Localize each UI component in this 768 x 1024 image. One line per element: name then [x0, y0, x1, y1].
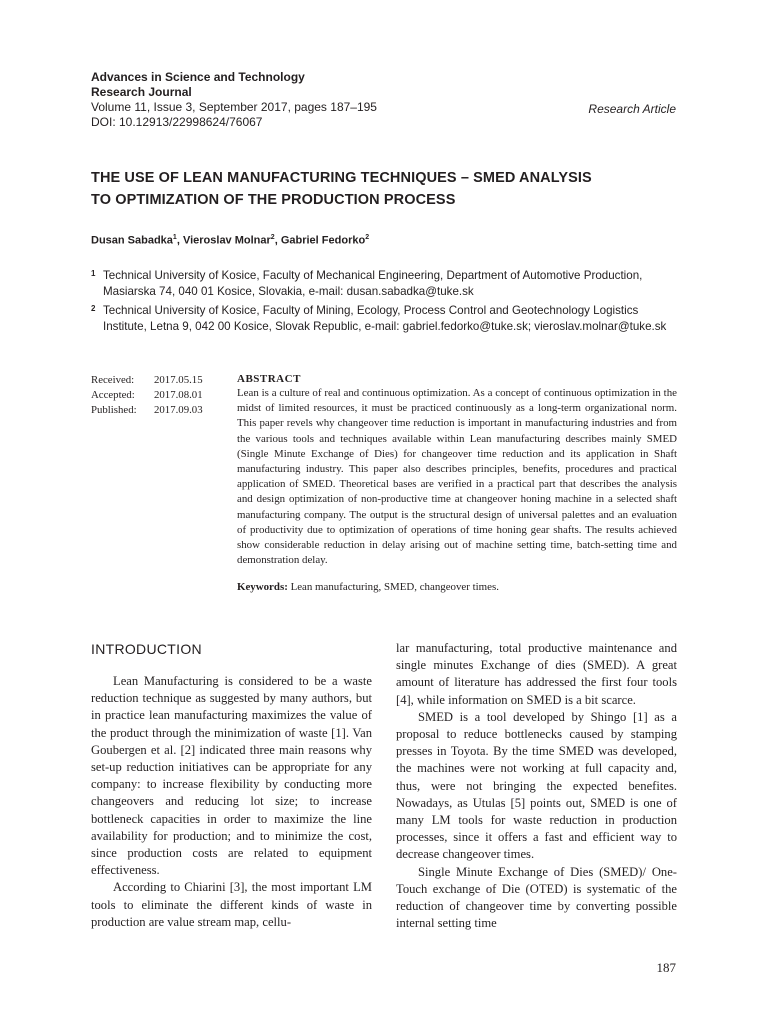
author-list: Dusan Sabadka$^1$, Vieroslav Molnar$^2$, Gabriel Fedorko$^2$ [91, 234, 370, 247]
affiliation [91, 303, 681, 335]
journal-volume: Volume 11, Issue 3, September 2017, pages 187–195 [91, 100, 377, 114]
date-value: 2017.09.03 [154, 404, 203, 416]
body-column-right [396, 640, 677, 932]
section-heading-introduction: INTRODUCTION [91, 641, 202, 657]
body-paragraph: lar manufacturing, total productive maintenance and single minutes Exchange of dies (SMED). A great amount of literature has addressed the first four tools [4], while information on SMED is a bit scarce. [396, 641, 677, 707]
journal-doi: DOI: 10.12913/22998624/76067 [91, 115, 263, 129]
abstract [237, 372, 677, 596]
author-name: Dusan Sabadka [91, 234, 173, 247]
affiliations [91, 268, 681, 338]
journal-name-line2: Research Journal [91, 85, 192, 99]
body-paragraph: SMED is a tool developed by Shingo [1] as a proposal to reduce bottlenecks caused by stamping presses in Toyota. By the time SMED was developed, the machines were not working at full capacity and, thus, were not bringing the expected benefites. Nowadays, as Utulas [5] points out, SMED is one of many LM tools for waste reduction in production processes, since it offers a fast and efficient way to decrease changeover times. [396, 709, 677, 862]
date-row [91, 373, 203, 388]
author-name: Vieroslav Molnar [182, 234, 271, 247]
body-column-left [91, 640, 372, 931]
author-aff-mark: 1 [172, 234, 177, 241]
article-dates [91, 373, 203, 418]
article-type: Research Article [588, 102, 676, 116]
author-name: Gabriel Fedorko [280, 234, 366, 247]
abstract-text: Lean is a culture of real and continuous optimization. As a concept of continuous optimization in the midst of limited resources, it must be practiced continuously as a long-term organizational norm. This paper revels why changeover time reduction is important in manufacturing industries and from the various tools and techniques available within Lean manufacturing describes mainly SMED (Single Minute Exchange of Dies) for changeover time reduction and its application in Shaft manufacturing industry. This paper also describes principles, benefits, procedures and practical application of SMED. Theoretical bases are verified in a practical part that describes the analysis and design optimization of non-productive time at changeover honing machine in a selected shaft manufacturing company. The output is the structural design of universal palettes and an evaluation of productivity due to optimization of operations of time honing gear shafts. The results achieved show considerable reduction in delay arising out of machine setting time, batch-setting time and demonstration delay. [237, 387, 677, 567]
title-line1: THE USE OF LEAN MANUFACTURING TECHNIQUES – SMED ANALYSIS [91, 170, 592, 186]
date-label: Received: [91, 374, 135, 386]
date-row [91, 403, 203, 418]
affiliation-text: Technical University of Kosice, Faculty of Mechanical Engineering, Department of Automotive Production, Masiarska 74, 040 01 Kosice, Slovakia, e-mail: dusan.sabadka@tuke.sk [103, 269, 643, 298]
date-value: 2017.05.15 [154, 374, 203, 386]
affiliation-mark: 2 [91, 304, 96, 313]
author-aff-mark: 2 [270, 234, 275, 241]
affiliation-text: Technical University of Kosice, Faculty of Mining, Ecology, Process Control and Geotechnology Logistics Institute, Letna 9, 042 00 Kosice, Slovak Republic, e-mail: gabriel.fedorko@tuke.sk; vieroslav.molnar@tuke.sk [103, 304, 667, 333]
keywords-text: Lean manufacturing, SMED, changeover times. [290, 581, 499, 594]
paper-title [91, 167, 691, 211]
body-paragraph: According to Chiarini [3], the most important LM tools to eliminate the different kinds of waste in production are value stream map, cellu- [91, 880, 372, 929]
date-label: Published: [91, 404, 137, 416]
page-number: 187 [656, 960, 676, 975]
affiliation-mark: 1 [91, 269, 96, 278]
keywords [237, 580, 677, 595]
title-line2: TO OPTIMIZATION OF THE PRODUCTION PROCESS [91, 192, 456, 208]
affiliation [91, 268, 681, 300]
date-row [91, 388, 203, 403]
journal-header [91, 70, 511, 130]
journal-name-line1: Advances in Science and Technology [91, 70, 305, 84]
author-aff-mark: 2 [365, 234, 370, 241]
body-paragraph: Single Minute Exchange of Dies (SMED)/ One-Touch exchange of Die (OTED) is systematic of the reduction of changeover time by converting possible internal setting time [396, 864, 677, 931]
abstract-heading: ABSTRACT [237, 373, 301, 385]
body-paragraph: Lean Manufacturing is considered to be a waste reduction technique as suggested by many authors, but in practice lean manufacturing maximizes the value of the product through the minimization of waste [1]. Van Goubergen et al. [2] indicated three main reasons why set-up reduction initiatives can be appropriate for any company: to increase flexibility by conducting more changeovers and reducing lot size; to increase bottleneck capacities in order to maximize the line availability for production; and to minimize the cost, since production costs are related to equipment effectiveness. [91, 674, 372, 878]
keywords-label: Keywords: [237, 581, 288, 594]
date-value: 2017.08.01 [154, 389, 203, 401]
date-label: Accepted: [91, 389, 135, 401]
